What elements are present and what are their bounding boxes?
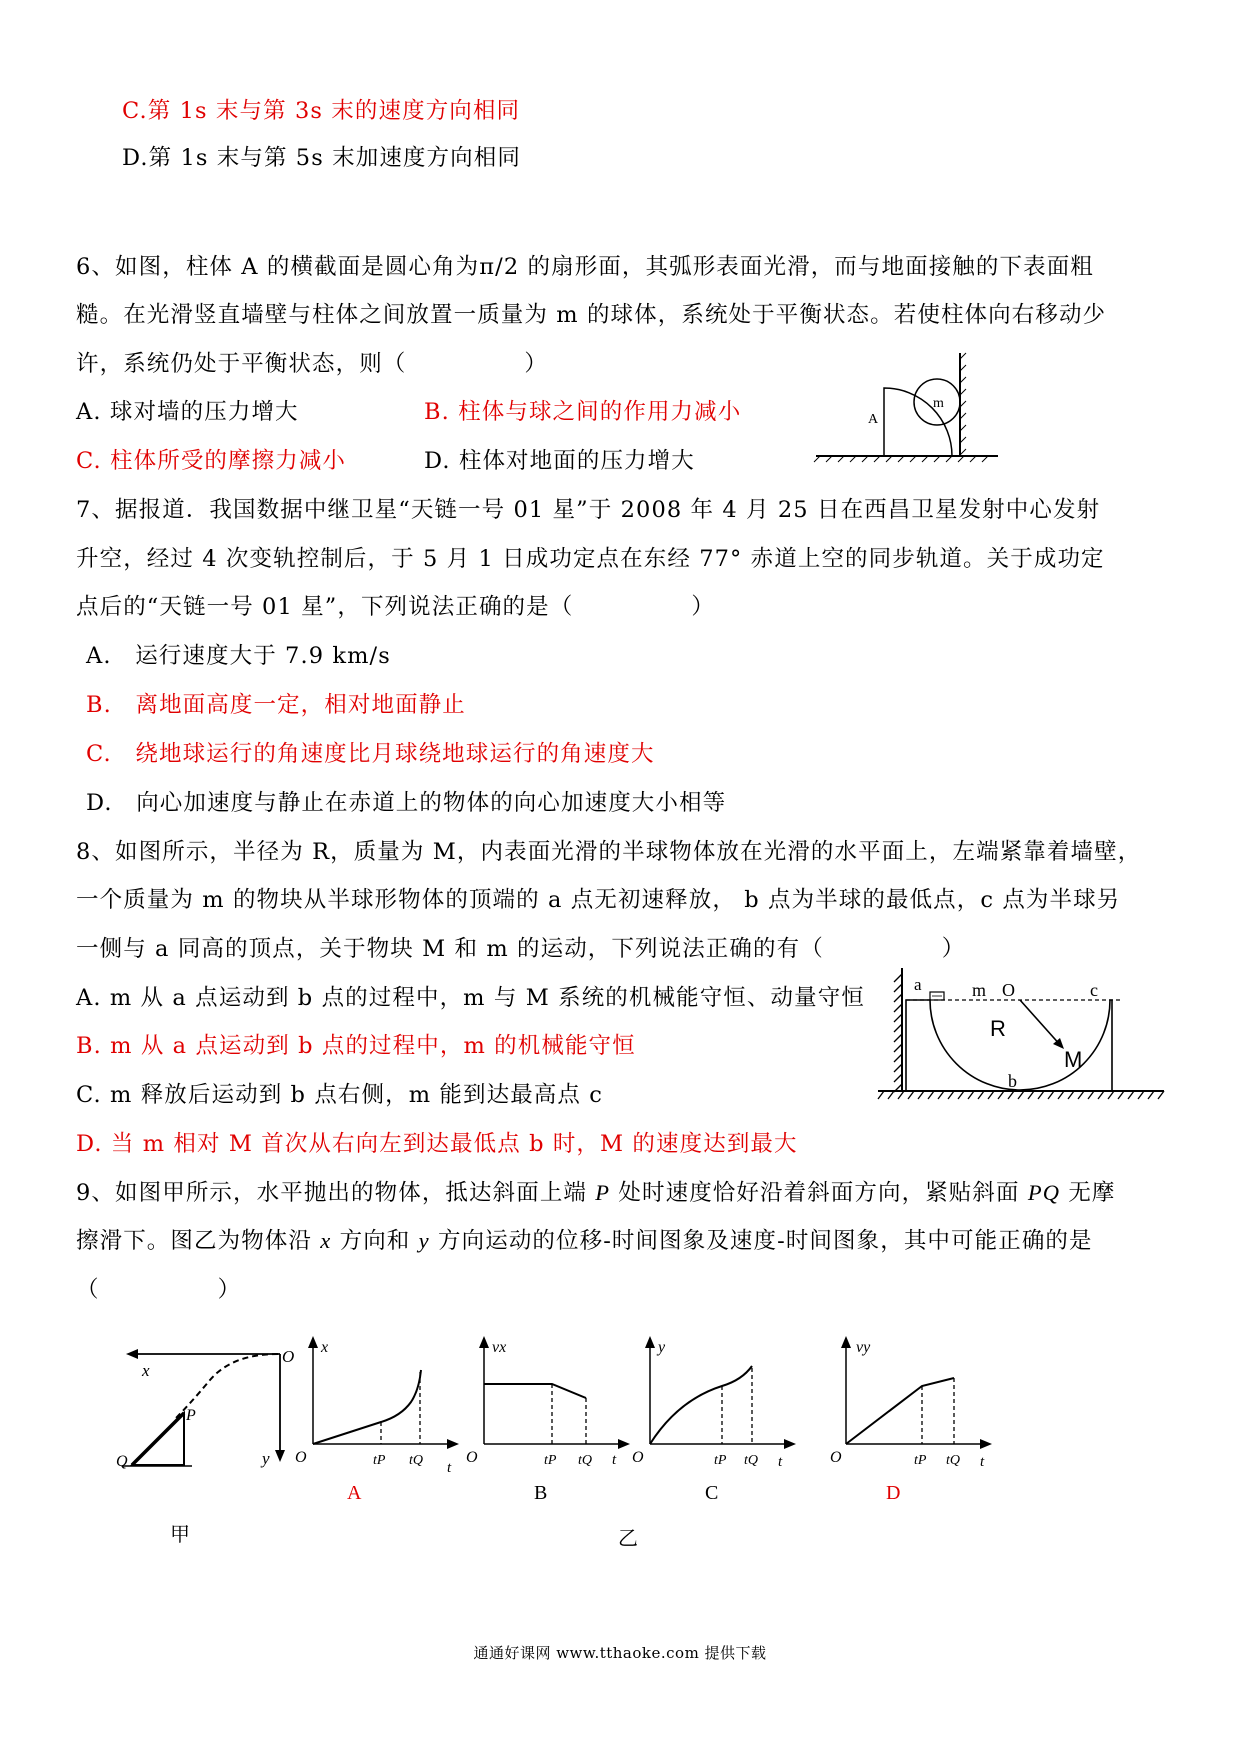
q8-label-m: m [972, 980, 987, 1000]
q6-figure [812, 345, 1002, 463]
q9-stem-line1-part2: 处时速度恰好沿着斜面方向，紧贴斜面 [610, 1180, 1028, 1206]
q9-graph-a-t: t [447, 1460, 452, 1476]
q8-option-d: D. 当 m 相对 M 首次从右向左到达最低点 b 时，M 的速度达到最大 [76, 1131, 798, 1157]
q7-option-a: A. 运行速度大于 7.9 km/s [86, 643, 391, 669]
q9-stem-line2-part2: 方向和 [331, 1228, 419, 1254]
q9-graph-c-tq: tQ [744, 1453, 758, 1468]
q9-stem-line2-part3: 方向运动的位移-时间图象及速度-时间图象，其中可能正确的是 [429, 1228, 1093, 1254]
q6-stem-line2: 糙。在光滑竖直墙壁与柱体之间放置一质量为 m 的球体，系统处于平衡状态。若使柱体向右移动少 [76, 302, 1107, 328]
q7-option-c: C. 绕地球运行的角速度比月球绕地球运行的角速度大 [86, 741, 655, 767]
q7-option-b: B. 离地面高度一定，相对地面静止 [86, 692, 466, 718]
q9-graph-d [826, 1330, 1002, 1476]
q7-stem-line3: 点后的“天链一号 01 星”，下列说法正确的是（ ） [76, 594, 715, 620]
q9-stem-line1-part1: 9、如图甲所示，水平抛出的物体，抵达斜面上端 [76, 1180, 596, 1206]
q9-graph-a-origin: O [295, 1449, 307, 1466]
q9-jia-label-o: O [282, 1347, 295, 1366]
q9-axis-y: y [418, 1228, 430, 1253]
q6-option-d: D. 柱体对地面的压力增大 [424, 448, 695, 474]
q6-option-b: B. 柱体与球之间的作用力减小 [424, 399, 742, 425]
q6-option-a: A. 球对墙的压力增大 [76, 399, 299, 425]
q6-option-c: C. 柱体所受的摩擦力减小 [76, 448, 347, 474]
q9-graph-d-tq: tQ [946, 1453, 960, 1468]
q9-caption-jia: 甲 [170, 1522, 190, 1546]
q9-caption-yi: 乙 [618, 1526, 638, 1550]
q9-graph-c-ylabel: y [658, 1339, 666, 1356]
q9-stem-line2-part1: 擦滑下。图乙为物体沿 [76, 1228, 321, 1254]
q6-stem-line3: 许，系统仍处于平衡状态，则（ ） [76, 351, 549, 377]
q8-option-c: C. m 释放后运动到 b 点右侧，m 能到达最高点 c [76, 1082, 603, 1108]
q9-stem-line1-part3: 无摩 [1060, 1180, 1116, 1206]
q9-option-d-label: D [886, 1482, 901, 1504]
q9-graph-a [293, 1330, 469, 1476]
q9-graph-b-t: t [612, 1452, 617, 1468]
q9-graph-d-ylabel: vy [856, 1339, 871, 1356]
q5-option-d: D.第 1s 末与第 5s 末加速度方向相同 [122, 145, 521, 171]
q9-option-b-label: B [534, 1482, 548, 1504]
q9-graph-b-tq: tQ [578, 1453, 592, 1468]
q7-stem-line2: 升空，经过 4 次变轨控制后，于 5 月 1 日成功定点在东经 77° 赤道上空的同步轨道。关于成功定 [76, 546, 1105, 572]
q8-option-b: B. m 从 a 点运动到 b 点的过程中，m 的机械能守恒 [76, 1033, 636, 1059]
q9-graph-d-origin: O [830, 1449, 842, 1466]
q9-graph-c [630, 1330, 806, 1476]
q8-label-b: b [1008, 1071, 1017, 1091]
q5-option-c: C.第 1s 末与第 3s 末的速度方向相同 [122, 98, 521, 124]
q8-stem-line3: 一侧与 a 同高的顶点，关于物块 M 和 m 的运动，下列说法正确的有（ ） [76, 936, 966, 962]
q9-graph-b [464, 1328, 640, 1474]
q9-graph-a-ylabel: x [321, 1339, 329, 1356]
q9-slope-pq: PQ [1027, 1180, 1061, 1205]
q6-label-a: A [868, 412, 879, 427]
q8-stem-line2: 一个质量为 m 的物块从半球形物体的顶端的 a 点无初速释放， b 点为半球的最低点，c 点为半球另 [76, 887, 1121, 913]
q9-axis-x: x [320, 1228, 332, 1253]
q8-label-r: R [990, 1016, 1006, 1041]
q9-figure-jia [112, 1328, 310, 1474]
q9-stem-line3: （ ） [76, 1277, 242, 1303]
q9-jia-label-x: x [142, 1361, 150, 1380]
q6-stem-line1: 6、如图，柱体 A 的横截面是圆心角为π/2 的扇形面，其弧形表面光滑，而与地面接触的下表面粗 [76, 254, 1094, 280]
q9-graph-d-t: t [980, 1454, 985, 1470]
q9-graph-c-origin: O [632, 1449, 644, 1466]
q9-jia-label-y: y [262, 1449, 270, 1468]
q9-graph-b-tp: tP [544, 1453, 557, 1468]
q9-jia-label-p: P [186, 1407, 196, 1424]
q7-stem-line1: 7、据报道．我国数据中继卫星“天链一号 01 星”于 2008 年 4 月 25 日在西昌卫星发射中心发射 [76, 497, 1101, 523]
q9-graph-b-origin: O [466, 1449, 478, 1466]
q9-graph-a-tq: tQ [409, 1453, 423, 1468]
q9-graph-a-tp: tP [373, 1453, 386, 1468]
q7-option-d: D. 向心加速度与静止在赤道上的物体的向心加速度大小相等 [86, 790, 727, 816]
q6-label-m: m [933, 396, 944, 411]
q8-label-a: a [914, 975, 922, 994]
q8-label-c: c [1090, 980, 1098, 1000]
q8-label-o: O [1002, 980, 1015, 1000]
q9-stem-line2 [76, 1223, 1093, 1255]
q9-option-c-label: C [705, 1482, 719, 1504]
q9-option-a-label: A [347, 1482, 362, 1504]
q8-stem-line1: 8、如图所示，半径为 R，质量为 M，内表面光滑的半球物体放在光滑的水平面上，左端紧靠着墙壁， [76, 839, 1142, 865]
q9-graph-b-ylabel: vx [492, 1339, 507, 1356]
q9-jia-label-q: Q [116, 1453, 128, 1470]
q9-stem-line1 [76, 1175, 1116, 1207]
q8-option-a: A. m 从 a 点运动到 b 点的过程中，m 与 M 系统的机械能守恒、动量守恒 [76, 985, 865, 1011]
q9-point-p: P [595, 1180, 611, 1205]
q8-label-big-m: M [1064, 1047, 1083, 1072]
q9-graph-c-t: t [778, 1454, 783, 1470]
page-footer: 通通好课网 www.tthaoke.com 提供下载 [473, 1644, 767, 1662]
q8-figure [872, 962, 1170, 1114]
q9-graph-d-tp: tP [914, 1453, 927, 1468]
q9-graph-c-tp: tP [714, 1453, 727, 1468]
